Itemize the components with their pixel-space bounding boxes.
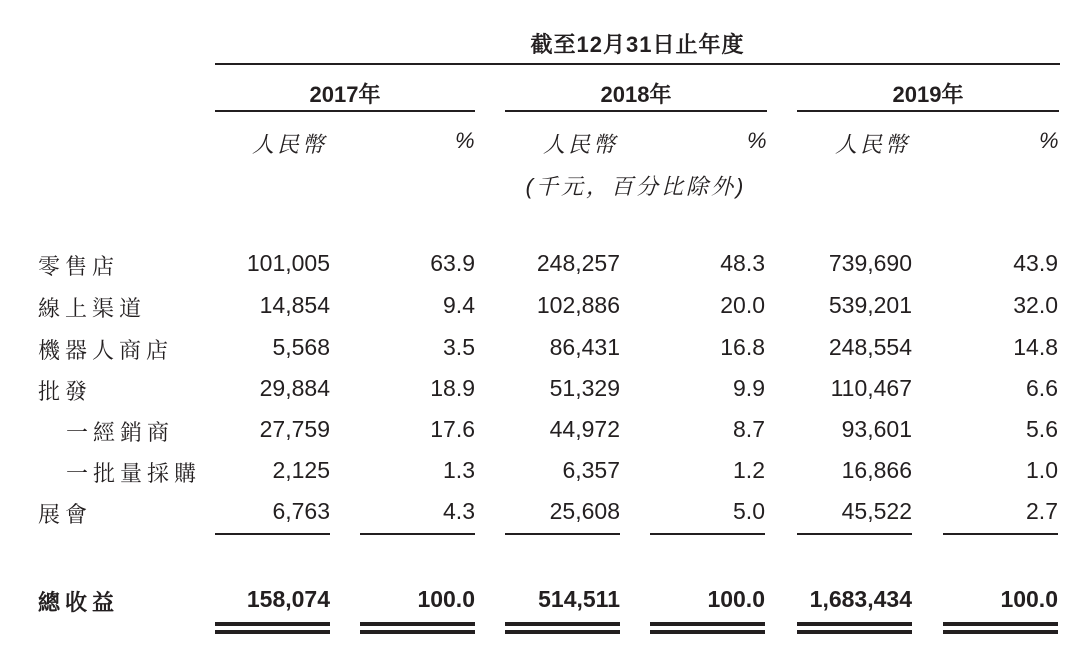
total-double-rule <box>505 622 620 626</box>
row-label: 展會 <box>38 502 93 527</box>
total-double-rule <box>797 630 912 634</box>
value-2019: 93,601 <box>841 416 912 442</box>
value-2017: 6,763 <box>272 498 330 524</box>
unit-currency-2017: 人民幣 <box>252 132 328 157</box>
percent-2017: 17.6 <box>430 416 475 442</box>
total-double-rule <box>215 622 330 626</box>
value-2019: 539,201 <box>828 292 912 318</box>
value-2017: 2,125 <box>272 457 330 483</box>
value-2019: 739,690 <box>828 250 912 276</box>
unit-note: (千元，百分比除外) <box>525 174 747 199</box>
total-double-rule <box>360 630 475 634</box>
percent-2017: 18.9 <box>430 375 475 401</box>
percent-2019: 5.6 <box>1026 416 1058 442</box>
period-header: 截至12月31日止年度 <box>530 32 745 57</box>
header-rule <box>215 63 1060 65</box>
subtotal-rule <box>797 533 912 535</box>
unit-percent-2019: % <box>1039 128 1062 153</box>
unit-percent-2018: % <box>747 128 770 153</box>
table-row <box>0 457 1080 497</box>
row-label: 批發 <box>38 379 93 404</box>
unit-currency-2019: 人民幣 <box>835 132 911 157</box>
percent-2017: 63.9 <box>430 250 475 276</box>
year-2019: 2019年 <box>892 82 964 107</box>
percent-2018: 8.7 <box>733 416 765 442</box>
table-row <box>0 375 1080 415</box>
table-row <box>0 292 1080 332</box>
total-value-2019: 1,683,434 <box>809 586 912 612</box>
value-2019: 16,866 <box>841 457 912 483</box>
year-2017-rule <box>215 110 475 112</box>
total-value-2017: 158,074 <box>246 586 330 612</box>
value-2017: 101,005 <box>246 250 330 276</box>
total-double-rule <box>215 630 330 634</box>
subtotal-rule <box>360 533 475 535</box>
year-2017: 2017年 <box>309 82 381 107</box>
subtotal-rule <box>215 533 330 535</box>
percent-2018: 9.9 <box>733 375 765 401</box>
total-double-rule <box>943 622 1058 626</box>
percent-2018: 20.0 <box>720 292 765 318</box>
row-label: 一經銷商 <box>66 420 175 445</box>
row-label: 一批量採購 <box>66 461 202 486</box>
table-row <box>0 250 1080 290</box>
percent-2019: 1.0 <box>1026 457 1058 483</box>
percent-2018: 16.8 <box>720 334 765 360</box>
value-2018: 25,608 <box>549 498 620 524</box>
value-2018: 86,431 <box>549 334 620 360</box>
value-2018: 51,329 <box>549 375 620 401</box>
percent-2017: 9.4 <box>443 292 475 318</box>
value-2019: 110,467 <box>830 375 912 401</box>
value-2017: 14,854 <box>259 292 330 318</box>
value-2018: 6,357 <box>562 457 620 483</box>
year-2018-rule <box>505 110 767 112</box>
subtotal-rule <box>505 533 620 535</box>
total-double-rule <box>797 622 912 626</box>
total-label: 總收益 <box>38 590 120 615</box>
total-double-rule <box>943 630 1058 634</box>
table-row <box>0 498 1080 538</box>
value-2019: 45,522 <box>841 498 912 524</box>
table-row <box>0 416 1080 456</box>
year-2019-rule <box>797 110 1059 112</box>
row-label: 零售店 <box>38 254 120 279</box>
value-2017: 5,568 <box>272 334 330 360</box>
percent-2019: 6.6 <box>1026 375 1058 401</box>
total-double-rule <box>650 622 765 626</box>
year-2018: 2018年 <box>600 82 672 107</box>
value-2019: 248,554 <box>828 334 912 360</box>
row-label: 機器人商店 <box>38 338 174 363</box>
percent-2018: 48.3 <box>720 250 765 276</box>
table-row <box>0 334 1080 374</box>
percent-2019: 14.8 <box>1013 334 1058 360</box>
value-2017: 29,884 <box>259 375 330 401</box>
subtotal-rule <box>943 533 1058 535</box>
percent-2017: 4.3 <box>443 498 475 524</box>
total-row <box>0 586 1080 626</box>
subtotal-rule <box>650 533 765 535</box>
percent-2018: 5.0 <box>733 498 765 524</box>
unit-currency-2018: 人民幣 <box>543 132 619 157</box>
percent-2017: 1.3 <box>443 457 475 483</box>
value-2018: 102,886 <box>536 292 620 318</box>
unit-percent-2017: % <box>455 128 478 153</box>
value-2018: 44,972 <box>549 416 620 442</box>
total-double-rule <box>650 630 765 634</box>
total-double-rule <box>360 622 475 626</box>
value-2018: 248,257 <box>536 250 620 276</box>
total-value-2018: 514,511 <box>538 586 620 612</box>
row-label: 線上渠道 <box>38 296 147 321</box>
percent-2018: 1.2 <box>733 457 765 483</box>
percent-2017: 3.5 <box>443 334 475 360</box>
value-2017: 27,759 <box>259 416 330 442</box>
total-double-rule <box>505 630 620 634</box>
total-percent-2017: 100.0 <box>417 586 475 612</box>
total-percent-2018: 100.0 <box>707 586 765 612</box>
total-percent-2019: 100.0 <box>1000 586 1058 612</box>
percent-2019: 43.9 <box>1013 250 1058 276</box>
percent-2019: 32.0 <box>1013 292 1058 318</box>
percent-2019: 2.7 <box>1026 498 1058 524</box>
